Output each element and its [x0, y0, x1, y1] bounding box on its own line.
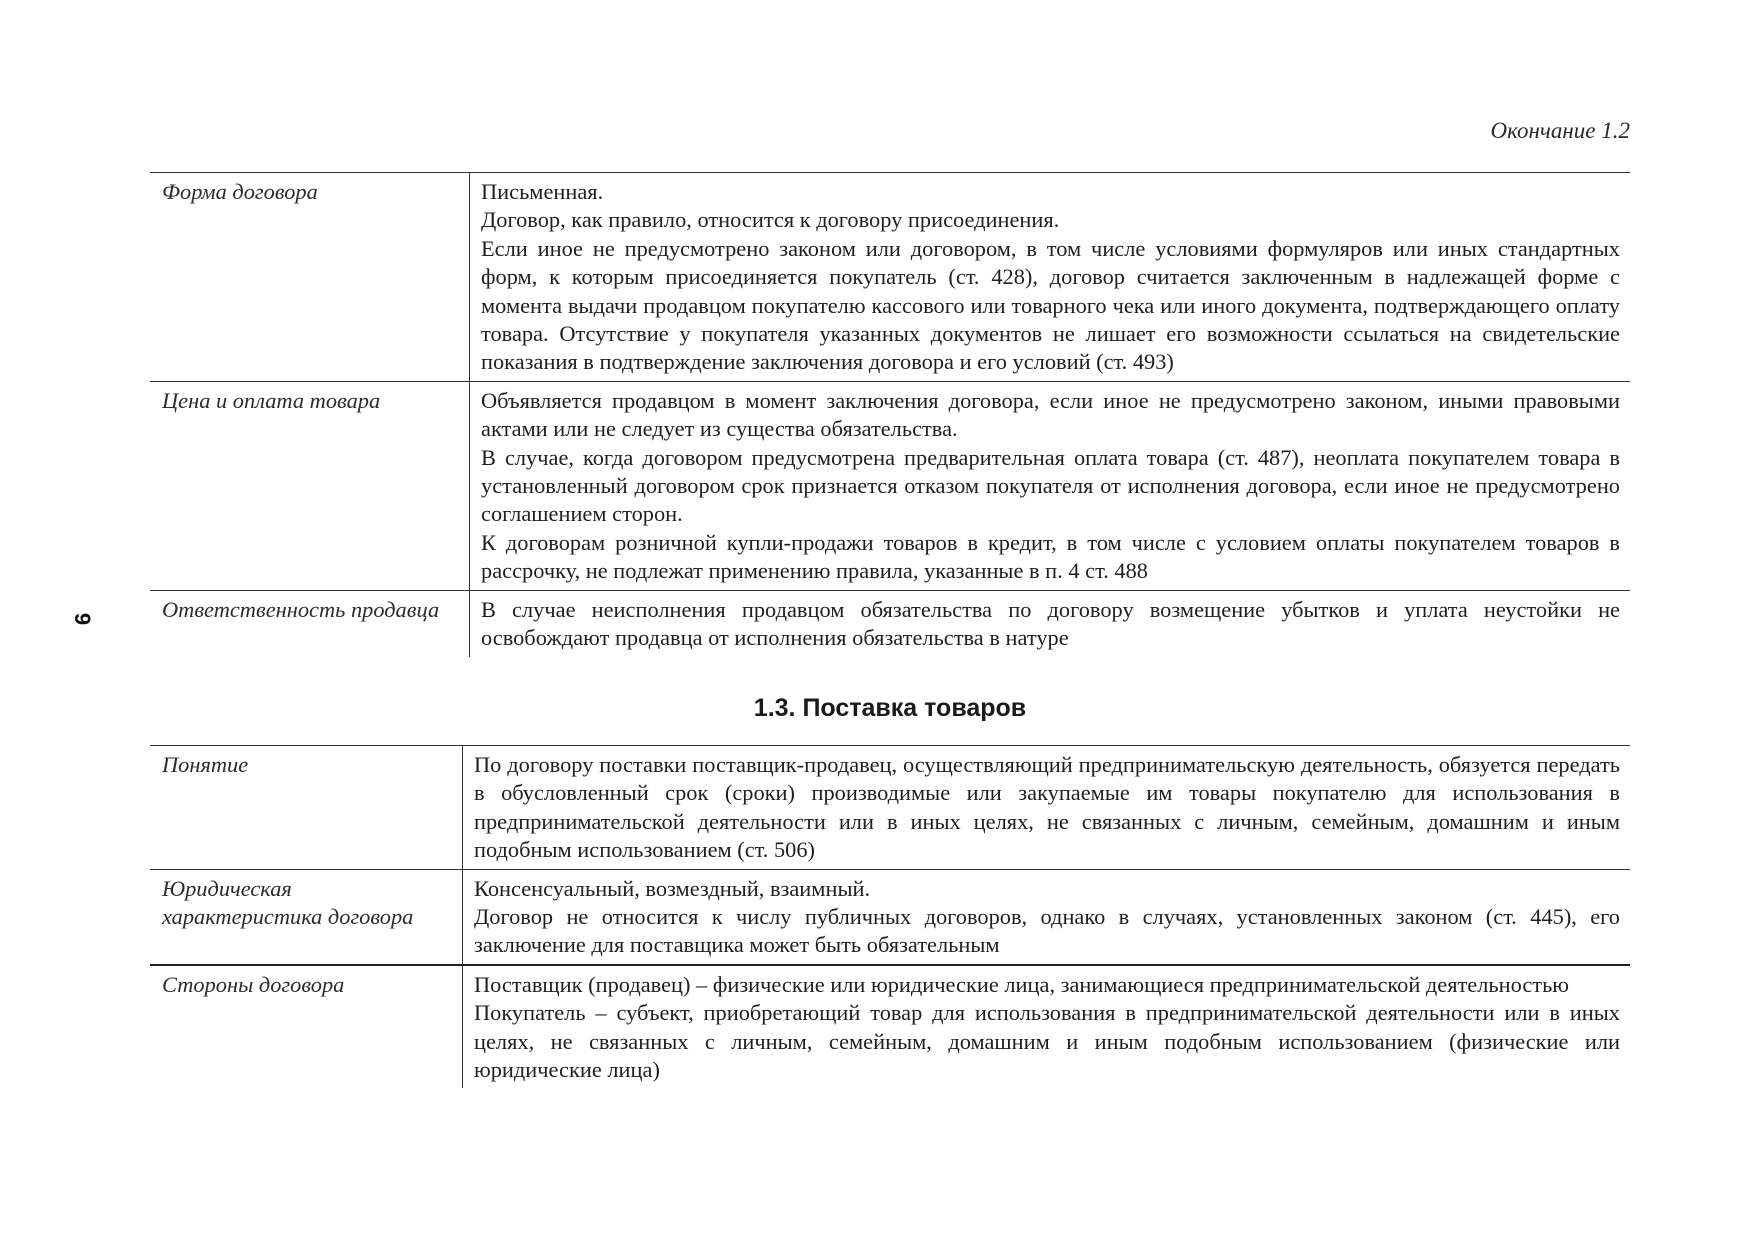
row-content	[463, 746, 1631, 870]
paragraph: Если иное не предусмотрено законом или договором, в том числе условиями формуляров или иных стандартных форм, к которым присоединяется покупатель (ст. 428), договор считается заключенным в надлежащей форме с момента выдачи продавцом покупателю кассового или товарного чека или иного документа, подтверждающего оплату товара. Отсутствие у покупателя указанных документов не лишает его возможности ссылаться на свидетельские показания в подтверждение заключения договора и его условий (ст. 493)	[481, 235, 1620, 375]
table-row	[150, 965, 1630, 1089]
paragraph: Договор, как правило, относится к договору присоединения.	[481, 207, 1060, 233]
paragraph: В случае неисполнения продавцом обязательства по договору возмещение убытков и уплата неустойки не освобождают продавца от исполнения обязательства в натуре	[481, 596, 1620, 651]
table-continuation-label: Окончание 1.2	[1490, 118, 1630, 143]
table-row	[150, 173, 1630, 382]
row-label: Понятие	[150, 746, 463, 870]
paragraph: Покупатель – субъект, приобретающий товар для использования в предпринимательской деятельности или в иных целях, не связанных с личным, семейным, домашним и иным подобным использованием (физические или юридические лица)	[474, 1000, 1620, 1083]
table-row	[150, 381, 1630, 590]
paragraph: По договору поставки поставщик-продавец, осуществляющий предпринимательскую деятельность, обязуется передать в обусловленный срок (сроки) производимые или закупаемые им товары покупателю для использования в предпринимательской деятельности или в иных целях, не связанных с личным, семейным, домашним и иным подобным использованием (ст. 506)	[474, 752, 1620, 863]
section-heading: 1.3. Поставка товаров	[753, 694, 1027, 722]
paragraph: Консенсуальный, возмездный, взаимный.	[474, 875, 871, 901]
row-content	[470, 173, 1631, 382]
paragraph: К договорам розничной купли-продажи товаров в кредит, в том числе с условием оплаты покупателем товаров в рассрочку, не подлежат применению правила, указанные в п. 4 ст. 488	[481, 529, 1620, 584]
row-label: Цена и оплата товара	[150, 381, 470, 590]
paragraph: Поставщик (продавец) – физические или юридические лица, занимающиеся предпринимательской деятельностью	[474, 971, 1570, 997]
table-supply-of-goods	[150, 745, 1630, 1088]
paragraph: Договор не относится к числу публичных договоров, однако в случаях, установленных законом (ст. 445), его заключение для поставщика может быть обязательным	[474, 904, 1620, 958]
row-content	[470, 381, 1631, 590]
paragraph: Объявляется продавцом в момент заключения договора, если иное не предусмотрено законом, иными правовыми актами или не следует из существа обязательства.	[481, 387, 1620, 442]
page-number: 9	[70, 612, 96, 626]
row-label: Стороны договора	[150, 965, 463, 1089]
table-retail-sale-continued	[150, 172, 1630, 657]
table-row	[150, 746, 1630, 870]
table-row	[150, 590, 1630, 656]
paragraph: Письменная.	[481, 179, 604, 204]
table-row	[150, 869, 1630, 965]
paragraph: В случае, когда договором предусмотрена предварительная оплата товара (ст. 487), неоплата покупателем товара в установленный договором срок признается отказом покупателя от исполнения договора, если иное не предусмотрено соглашением сторон.	[481, 444, 1620, 527]
row-content	[463, 869, 1631, 965]
row-content	[470, 590, 1631, 656]
row-content	[463, 965, 1631, 1089]
row-label: Форма договора	[150, 173, 470, 382]
row-label: Юридическая характеристика договора	[150, 869, 463, 965]
row-label: Ответственность продавца	[150, 590, 470, 656]
